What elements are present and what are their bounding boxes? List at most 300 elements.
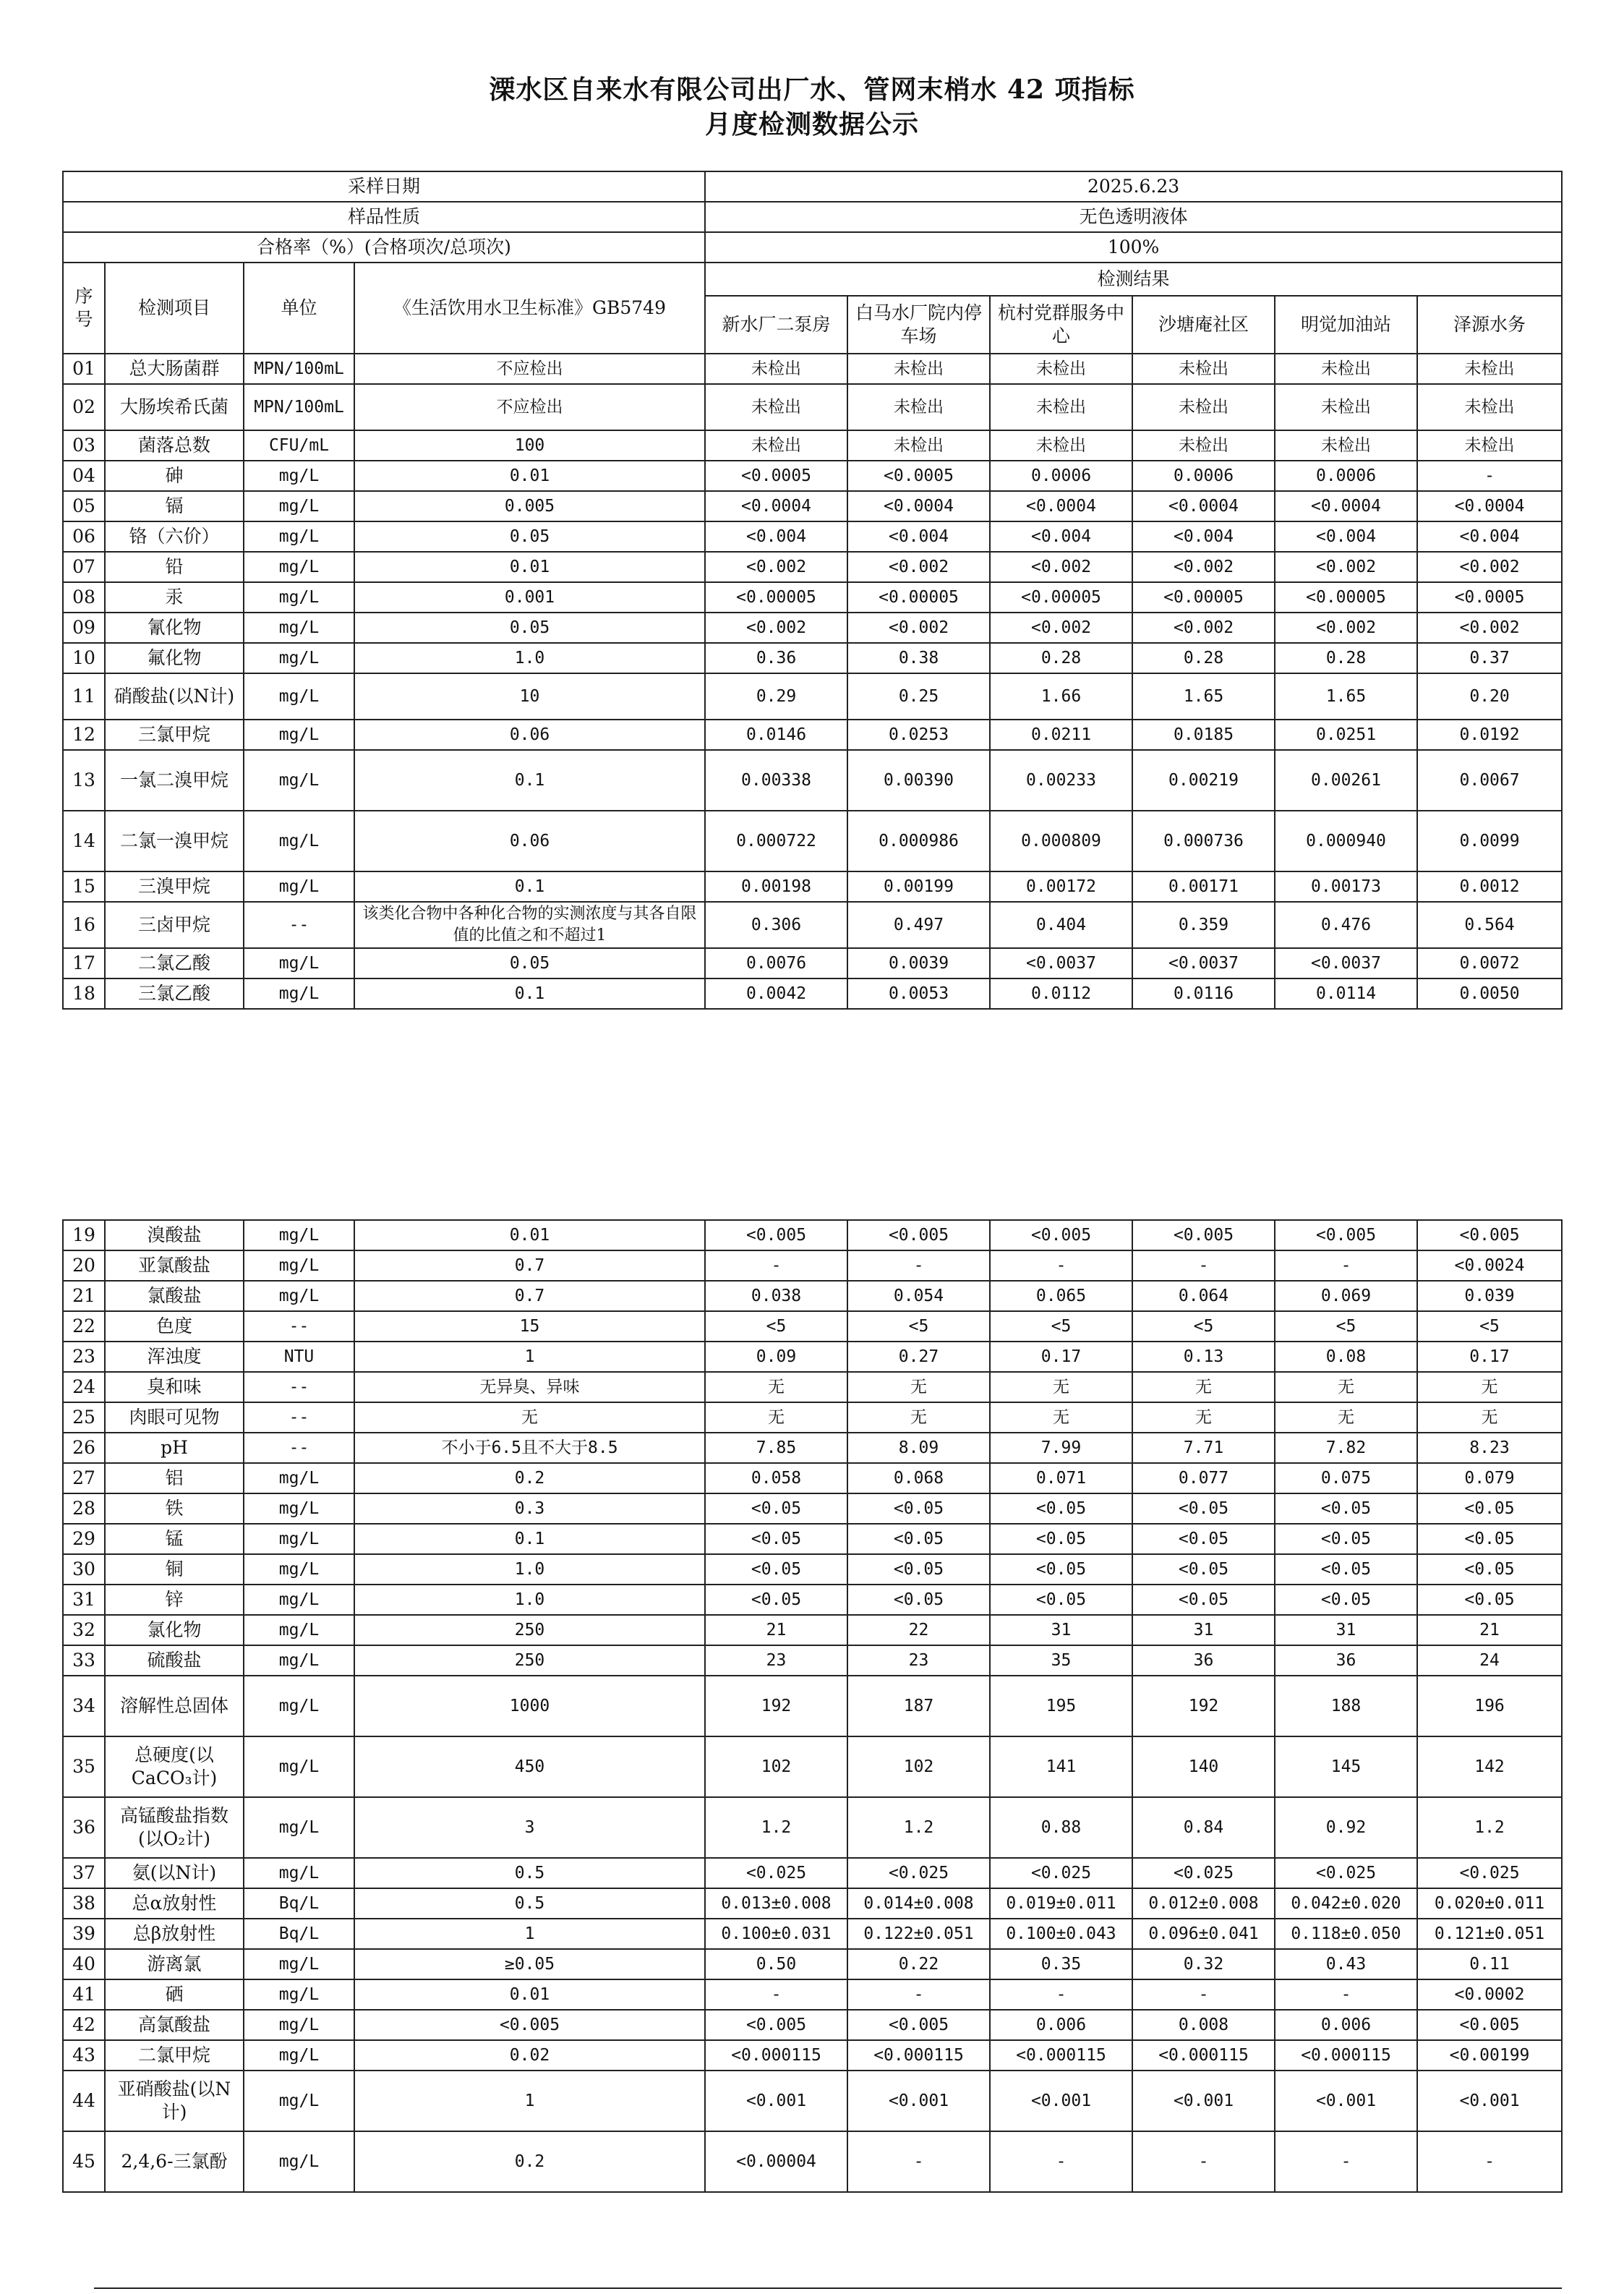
row-seq: 12 [63,720,105,750]
row-result-site-5: 无 [1275,1402,1417,1433]
row-seq: 39 [63,1919,105,1949]
row-unit: mg/L [244,1463,354,1493]
row-result-site-2: <0.000115 [847,2040,990,2071]
row-result-site-6: 142 [1417,1736,1562,1797]
row-standard: 0.1 [354,978,705,1009]
row-unit: -- [244,1372,354,1402]
row-result-site-5: 0.476 [1275,902,1417,948]
row-seq: 11 [63,673,105,720]
row-unit: mg/L [244,1858,354,1888]
table-row [63,354,1562,384]
header-results: 检测结果 [705,263,1562,296]
table-row [63,1585,1562,1615]
row-result-site-2: 0.27 [847,1342,990,1372]
row-seq: 13 [63,750,105,811]
row-result-site-5: <0.002 [1275,613,1417,643]
row-result-site-3: 0.100±0.043 [990,1919,1132,1949]
row-result-site-3: <0.005 [990,1220,1132,1250]
row-result-site-4: 0.0116 [1132,978,1275,1009]
table-row [63,2131,1562,2192]
row-item-name: 一氯二溴甲烷 [105,750,244,811]
row-result-site-2: <0.05 [847,1585,990,1615]
table-row [63,1919,1562,1949]
row-result-site-1: <0.004 [705,521,847,552]
row-result-site-6: 0.37 [1417,643,1562,673]
row-result-site-3: <0.00005 [990,582,1132,613]
row-result-site-6: <0.0002 [1417,1979,1562,2010]
row-result-site-3: 0.065 [990,1281,1132,1311]
row-result-site-6: - [1417,2131,1562,2192]
row-item-name: 氟化物 [105,643,244,673]
row-result-site-3: 0.28 [990,643,1132,673]
row-result-site-5: 0.00173 [1275,871,1417,902]
row-result-site-5: 0.28 [1275,643,1417,673]
row-result-site-1: <0.05 [705,1524,847,1554]
row-standard: 250 [354,1615,705,1645]
row-result-site-4: - [1132,1250,1275,1281]
row-result-site-1: <0.0005 [705,461,847,491]
row-result-site-1: 0.50 [705,1949,847,1979]
row-unit: Bq/L [244,1919,354,1949]
header-item: 检测项目 [105,263,244,354]
row-result-site-1: 0.038 [705,1281,847,1311]
row-seq: 28 [63,1493,105,1524]
row-result-site-3: <0.002 [990,613,1132,643]
row-result-site-6: <0.00199 [1417,2040,1562,2071]
row-result-site-6: <0.001 [1417,2071,1562,2131]
row-item-name: 铁 [105,1493,244,1524]
row-result-site-1: - [705,1250,847,1281]
sample-nature-value: 无色透明液体 [705,202,1562,232]
row-result-site-5: 0.0006 [1275,461,1417,491]
row-result-site-6: 0.0050 [1417,978,1562,1009]
row-standard: 0.05 [354,948,705,978]
row-result-site-1: 23 [705,1645,847,1676]
row-result-site-6: <0.05 [1417,1524,1562,1554]
row-result-site-2: <0.001 [847,2071,990,2131]
row-unit: mg/L [244,552,354,582]
row-seq: 24 [63,1372,105,1402]
row-result-site-4: - [1132,1979,1275,2010]
row-result-site-1: 未检出 [705,384,847,430]
row-result-site-1: <0.002 [705,552,847,582]
row-result-site-5: 0.08 [1275,1342,1417,1372]
row-result-site-2: <0.005 [847,1220,990,1250]
row-result-site-2: 0.0039 [847,948,990,978]
header-site-3: 杭村党群服务中心 [990,296,1132,354]
row-result-site-6: 无 [1417,1372,1562,1402]
row-standard: 0.06 [354,720,705,750]
table-row [63,643,1562,673]
table-row [63,2040,1562,2071]
row-result-site-3: <0.05 [990,1524,1132,1554]
row-result-site-3: - [990,1250,1132,1281]
table-row [63,1311,1562,1342]
row-standard: 10 [354,673,705,720]
row-result-site-3: 0.88 [990,1797,1132,1858]
row-unit: mg/L [244,673,354,720]
row-result-site-1: <0.005 [705,2010,847,2040]
row-standard: 无 [354,1402,705,1433]
row-seq: 29 [63,1524,105,1554]
row-unit: mg/L [244,1979,354,2010]
row-result-site-2: <0.005 [847,2010,990,2040]
table-row [63,582,1562,613]
row-unit: -- [244,902,354,948]
row-item-name: 氯化物 [105,1615,244,1645]
row-result-site-1: 0.000722 [705,811,847,871]
row-result-site-3: <0.025 [990,1858,1132,1888]
row-standard: 该类化合物中各种化合物的实测浓度与其各自限值的比值之和不超过1 [354,902,705,948]
row-result-site-1: 无 [705,1372,847,1402]
row-result-site-3: 1.66 [990,673,1132,720]
row-item-name: 溴酸盐 [105,1220,244,1250]
row-result-site-6: 0.0072 [1417,948,1562,978]
row-result-site-4: 7.71 [1132,1433,1275,1463]
row-result-site-3: 0.00172 [990,871,1132,902]
row-result-site-2: 0.0053 [847,978,990,1009]
row-result-site-6: 0.020±0.011 [1417,1888,1562,1919]
table-row [63,1433,1562,1463]
row-seq: 05 [63,491,105,521]
row-standard: 250 [354,1645,705,1676]
row-result-site-2: 102 [847,1736,990,1797]
row-result-site-3: 7.99 [990,1433,1132,1463]
row-result-site-3: <0.002 [990,552,1132,582]
row-result-site-6: 未检出 [1417,430,1562,461]
row-result-site-5: 0.92 [1275,1797,1417,1858]
row-result-site-5: 未检出 [1275,354,1417,384]
row-result-site-6: <0.025 [1417,1858,1562,1888]
row-result-site-2: - [847,2131,990,2192]
row-seq: 09 [63,613,105,643]
row-result-site-4: 0.096±0.041 [1132,1919,1275,1949]
row-result-site-1: <0.00004 [705,2131,847,2192]
header-site-4: 沙塘庵社区 [1132,296,1275,354]
row-result-site-4: 0.077 [1132,1463,1275,1493]
row-standard: 0.01 [354,1220,705,1250]
table-row [63,2071,1562,2131]
row-item-name: 色度 [105,1311,244,1342]
row-seq: 26 [63,1433,105,1463]
row-seq: 07 [63,552,105,582]
row-result-site-3: 31 [990,1615,1132,1645]
row-item-name: 硒 [105,1979,244,2010]
row-result-site-5: <0.05 [1275,1493,1417,1524]
row-result-site-6: <0.05 [1417,1585,1562,1615]
row-result-site-3: - [990,1979,1132,2010]
row-result-site-3: <0.0037 [990,948,1132,978]
row-standard: 0.001 [354,582,705,613]
row-result-site-6: 0.564 [1417,902,1562,948]
row-result-site-4: <0.002 [1132,613,1275,643]
row-result-site-5: 145 [1275,1736,1417,1797]
row-unit: -- [244,1311,354,1342]
row-seq: 03 [63,430,105,461]
row-item-name: 三氯甲烷 [105,720,244,750]
row-result-site-4: 140 [1132,1736,1275,1797]
row-result-site-1: 0.0146 [705,720,847,750]
row-result-site-2: 0.25 [847,673,990,720]
row-seq: 21 [63,1281,105,1311]
table-row [63,1524,1562,1554]
row-item-name: 亚硝酸盐(以N计) [105,2071,244,2131]
results-table-part1 [62,171,1563,1010]
row-result-site-1: 0.058 [705,1463,847,1493]
report-subtitle: 月度检测数据公示 [704,109,919,140]
row-result-site-1: 0.013±0.008 [705,1888,847,1919]
row-result-site-2: <0.05 [847,1554,990,1585]
row-seq: 45 [63,2131,105,2192]
row-result-site-3: 0.0006 [990,461,1132,491]
row-result-site-1: 0.0076 [705,948,847,978]
row-result-site-2: <0.00005 [847,582,990,613]
row-seq: 33 [63,1645,105,1676]
row-result-site-4: <0.002 [1132,552,1275,582]
header-site-1: 新水厂二泵房 [705,296,847,354]
row-result-site-3: <0.001 [990,2071,1132,2131]
row-item-name: 硫酸盐 [105,1645,244,1676]
row-result-site-5: 未检出 [1275,430,1417,461]
row-result-site-3: <0.0004 [990,491,1132,521]
table-row [63,552,1562,582]
row-standard: 0.5 [354,1858,705,1888]
row-item-name: 氨(以N计) [105,1858,244,1888]
row-result-site-3: 未检出 [990,354,1132,384]
row-seq: 20 [63,1250,105,1281]
table-row [63,811,1562,871]
row-standard: 0.2 [354,2131,705,2192]
row-unit: mg/L [244,750,354,811]
row-result-site-4: 无 [1132,1372,1275,1402]
row-item-name: 三溴甲烷 [105,871,244,902]
row-result-site-5: 0.118±0.050 [1275,1919,1417,1949]
row-result-site-1: 0.100±0.031 [705,1919,847,1949]
row-result-site-4: 0.00219 [1132,750,1275,811]
row-result-site-3: <0.000115 [990,2040,1132,2071]
row-item-name: 二氯甲烷 [105,2040,244,2071]
row-result-site-3: <0.05 [990,1493,1132,1524]
pass-rate-label: 合格率（%）(合格项次/总项次) [63,232,705,263]
row-item-name: 氯酸盐 [105,1281,244,1311]
table-row [63,673,1562,720]
row-result-site-3: 35 [990,1645,1132,1676]
row-unit: mg/L [244,1797,354,1858]
row-result-site-6: <0.0005 [1417,582,1562,613]
row-result-site-1: 7.85 [705,1433,847,1463]
table-row [63,1554,1562,1585]
row-unit: mg/L [244,948,354,978]
row-item-name: 锌 [105,1585,244,1615]
row-result-site-5: <0.005 [1275,1220,1417,1250]
row-result-site-6: 0.0099 [1417,811,1562,871]
row-unit: -- [244,1433,354,1463]
row-result-site-1: <0.05 [705,1554,847,1585]
row-result-site-4: 未检出 [1132,384,1275,430]
row-seq: 41 [63,1979,105,2010]
page-footer-rule [94,2287,1562,2289]
row-result-site-5: <0.025 [1275,1858,1417,1888]
table-row [63,1858,1562,1888]
row-result-site-3: 0.006 [990,2010,1132,2040]
row-seq: 22 [63,1311,105,1342]
row-result-site-6: <0.002 [1417,552,1562,582]
row-result-site-1: <0.025 [705,1858,847,1888]
row-seq: 10 [63,643,105,673]
row-result-site-6: 8.23 [1417,1433,1562,1463]
row-seq: 40 [63,1949,105,1979]
sample-nature-row [63,202,1562,232]
table-row [63,1463,1562,1493]
header-seq: 序号 [63,263,105,354]
row-result-site-6: 0.039 [1417,1281,1562,1311]
row-result-site-6: <0.004 [1417,521,1562,552]
row-result-site-6: 0.0012 [1417,871,1562,902]
row-result-site-4: <5 [1132,1311,1275,1342]
row-standard: 不应检出 [354,384,705,430]
row-unit: Bq/L [244,1888,354,1919]
row-result-site-3: 未检出 [990,384,1132,430]
table-row [63,613,1562,643]
table-row [63,491,1562,521]
row-result-site-6: 21 [1417,1615,1562,1645]
row-result-site-3: 0.0211 [990,720,1132,750]
row-unit: mg/L [244,613,354,643]
row-result-site-6: <0.05 [1417,1554,1562,1585]
row-standard: 1.0 [354,1585,705,1615]
row-standard: 0.1 [354,1524,705,1554]
table-row [63,1342,1562,1372]
row-item-name: 二氯一溴甲烷 [105,811,244,871]
table-row [63,1949,1562,1979]
row-result-site-1: - [705,1979,847,2010]
row-result-site-4: 0.000736 [1132,811,1275,871]
row-result-site-1: <0.002 [705,613,847,643]
row-result-site-5: 0.069 [1275,1281,1417,1311]
row-unit: mg/L [244,720,354,750]
row-result-site-5: <0.0004 [1275,491,1417,521]
row-result-site-4: <0.05 [1132,1585,1275,1615]
row-unit: mg/L [244,491,354,521]
pass-rate-value: 100% [705,232,1562,263]
row-standard: ≥0.05 [354,1949,705,1979]
row-result-site-3: 无 [990,1402,1132,1433]
table-row [63,1676,1562,1736]
row-item-name: 铬（六价） [105,521,244,552]
row-result-site-5: 0.0251 [1275,720,1417,750]
row-result-site-5: <5 [1275,1311,1417,1342]
row-result-site-1: 未检出 [705,430,847,461]
row-unit: NTU [244,1342,354,1372]
row-item-name: pH [105,1433,244,1463]
row-result-site-3: 141 [990,1736,1132,1797]
row-result-site-6: 196 [1417,1676,1562,1736]
row-item-name: 锰 [105,1524,244,1554]
row-seq: 16 [63,902,105,948]
row-result-site-1: 102 [705,1736,847,1797]
row-unit: mg/L [244,2131,354,2192]
row-unit: mg/L [244,1554,354,1585]
row-result-site-4: <0.05 [1132,1493,1275,1524]
row-standard: 0.06 [354,811,705,871]
row-result-site-5: - [1275,2131,1417,2192]
row-result-site-5: <0.000115 [1275,2040,1417,2071]
row-result-site-6: 24 [1417,1645,1562,1676]
row-item-name: 浑浊度 [105,1342,244,1372]
row-result-site-2: 187 [847,1676,990,1736]
row-unit: mg/L [244,461,354,491]
row-result-site-2: <0.002 [847,552,990,582]
table-row [63,1281,1562,1311]
row-result-site-2: 0.054 [847,1281,990,1311]
table-row [63,978,1562,1009]
results-table-part2 [62,1219,1563,2193]
row-result-site-3: 0.000809 [990,811,1132,871]
row-result-site-6: 无 [1417,1402,1562,1433]
row-result-site-2: 23 [847,1645,990,1676]
row-result-site-6: 未检出 [1417,354,1562,384]
row-item-name: 肉眼可见物 [105,1402,244,1433]
header-standard: 《生活饮用水卫生标准》GB5749 [354,263,705,354]
row-result-site-1: 0.0042 [705,978,847,1009]
row-unit: mg/L [244,521,354,552]
table-row [63,720,1562,750]
table-row [63,1250,1562,1281]
row-result-site-2: <0.0005 [847,461,990,491]
row-seq: 02 [63,384,105,430]
row-result-site-2: <5 [847,1311,990,1342]
row-result-site-2: 无 [847,1402,990,1433]
sample-date-value: 2025.6.23 [705,171,1562,202]
row-standard: 0.05 [354,521,705,552]
row-seq: 37 [63,1858,105,1888]
row-result-site-2: 22 [847,1615,990,1645]
row-unit: mg/L [244,978,354,1009]
row-result-site-4: <0.0037 [1132,948,1275,978]
row-seq: 01 [63,354,105,384]
row-seq: 18 [63,978,105,1009]
row-item-name: 总β放射性 [105,1919,244,1949]
row-standard: 0.01 [354,1979,705,2010]
row-seq: 36 [63,1797,105,1858]
row-item-name: 二氯乙酸 [105,948,244,978]
row-item-name: 铜 [105,1554,244,1585]
table-row [63,1402,1562,1433]
row-unit: mg/L [244,2040,354,2071]
row-result-site-5: 0.0114 [1275,978,1417,1009]
row-result-site-5: <0.05 [1275,1585,1417,1615]
row-result-site-2: 0.068 [847,1463,990,1493]
row-item-name: 硝酸盐(以N计) [105,673,244,720]
row-result-site-6: 0.17 [1417,1342,1562,1372]
row-item-name: 亚氯酸盐 [105,1250,244,1281]
sample-date-row [63,171,1562,202]
row-result-site-5: 0.075 [1275,1463,1417,1493]
row-result-site-6: <0.0024 [1417,1250,1562,1281]
row-standard: 0.01 [354,461,705,491]
row-result-site-4: 192 [1132,1676,1275,1736]
row-result-site-5: 0.042±0.020 [1275,1888,1417,1919]
row-result-site-3: 0.35 [990,1949,1132,1979]
row-unit: mg/L [244,643,354,673]
row-standard: 1 [354,2071,705,2131]
table-row [63,1797,1562,1858]
row-item-name: 总硬度(以CaCO₃计) [105,1736,244,1797]
row-result-site-2: 0.014±0.008 [847,1888,990,1919]
row-result-site-3: 未检出 [990,430,1132,461]
header-site-2: 白马水厂院内停车场 [847,296,990,354]
row-result-site-2: 未检出 [847,430,990,461]
